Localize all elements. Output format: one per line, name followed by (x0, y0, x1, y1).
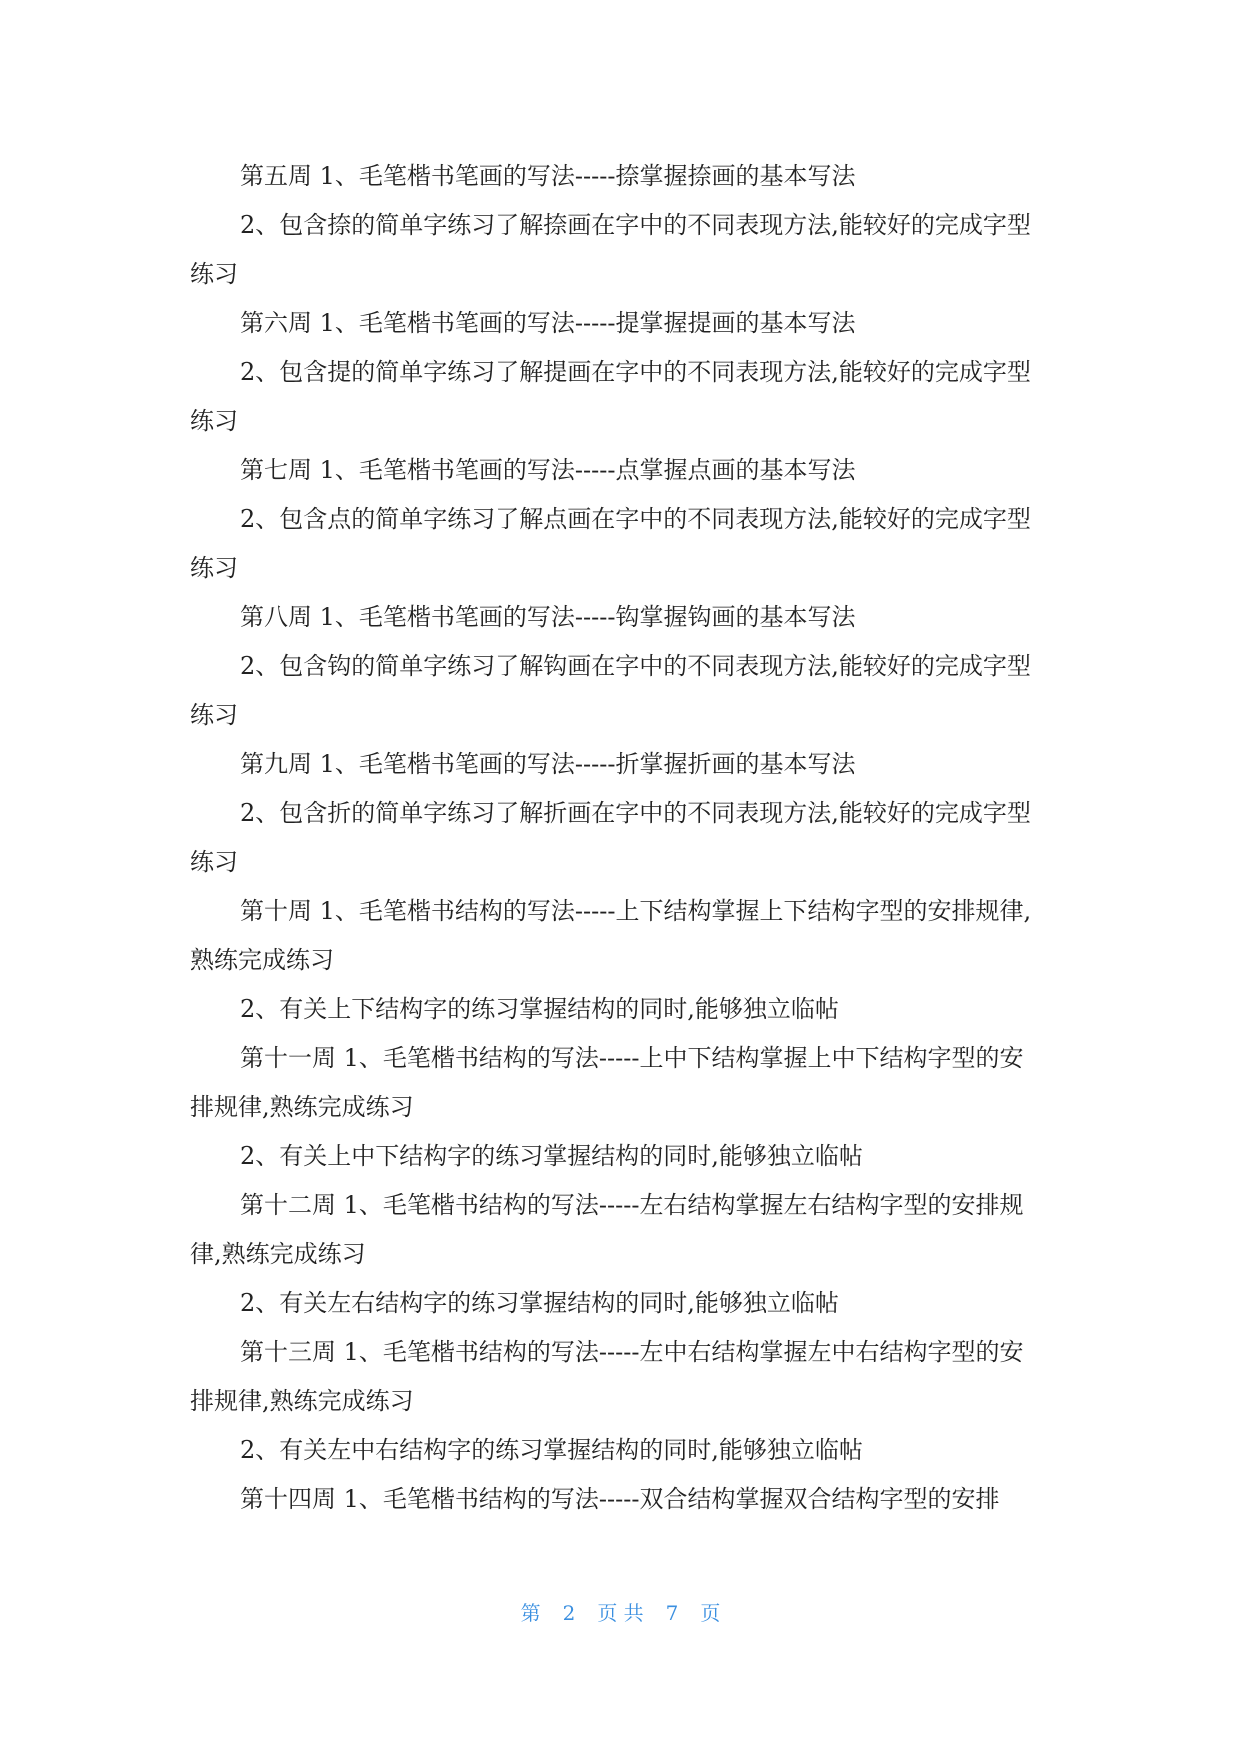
page-number-footer (0, 1598, 1241, 1628)
document-body (190, 152, 1042, 1524)
paragraph: 2、包含提的简单字练习了解提画在字中的不同表现方法,能较好的完成字型练习 (190, 358, 1031, 435)
current-page-number: 2 (562, 1601, 576, 1625)
paragraph: 第八周 1、毛笔楷书笔画的写法-----钩掌握钩画的基本写法 (240, 603, 856, 631)
paragraph: 第十周 1、毛笔楷书结构的写法-----上下结构掌握上下结构字型的安排规律,熟练完成练习 (190, 897, 1032, 974)
paragraph: 2、包含折的简单字练习了解折画在字中的不同表现方法,能较好的完成字型练习 (190, 799, 1031, 876)
paragraph: 2、包含捺的简单字练习了解捺画在字中的不同表现方法,能较好的完成字型练习 (190, 211, 1031, 288)
paragraph: 2、有关左右结构字的练习掌握结构的同时,能够独立临帖 (240, 1289, 839, 1317)
paragraph: 第六周 1、毛笔楷书笔画的写法-----提掌握提画的基本写法 (240, 309, 856, 337)
page-label-mid: 页 共 (597, 1601, 644, 1625)
total-pages-number: 7 (665, 1601, 679, 1625)
paragraph: 第五周 1、毛笔楷书笔画的写法-----捺掌握捺画的基本写法 (240, 162, 856, 190)
paragraph: 2、包含钩的简单字练习了解钩画在字中的不同表现方法,能较好的完成字型练习 (190, 652, 1031, 729)
paragraph: 第十二周 1、毛笔楷书结构的写法-----左右结构掌握左右结构字型的安排规律,熟练完成练习 (190, 1191, 1024, 1268)
paragraph: 第十四周 1、毛笔楷书结构的写法-----双合结构掌握双合结构字型的安排 (240, 1485, 1000, 1513)
page-label-prefix: 第 (520, 1601, 541, 1625)
page-label-suffix: 页 (700, 1601, 721, 1625)
paragraph: 第十三周 1、毛笔楷书结构的写法-----左中右结构掌握左中右结构字型的安排规律,熟练完成练习 (190, 1338, 1024, 1415)
paragraph: 第九周 1、毛笔楷书笔画的写法-----折掌握折画的基本写法 (240, 750, 856, 778)
paragraph: 2、有关左中右结构字的练习掌握结构的同时,能够独立临帖 (240, 1436, 863, 1464)
paragraph: 第七周 1、毛笔楷书笔画的写法-----点掌握点画的基本写法 (240, 456, 856, 484)
paragraph: 2、包含点的简单字练习了解点画在字中的不同表现方法,能较好的完成字型练习 (190, 505, 1031, 582)
paragraph: 2、有关上下结构字的练习掌握结构的同时,能够独立临帖 (240, 995, 839, 1023)
paragraph: 2、有关上中下结构字的练习掌握结构的同时,能够独立临帖 (240, 1142, 863, 1170)
paragraph: 第十一周 1、毛笔楷书结构的写法-----上中下结构掌握上中下结构字型的安排规律,熟练完成练习 (190, 1044, 1024, 1121)
